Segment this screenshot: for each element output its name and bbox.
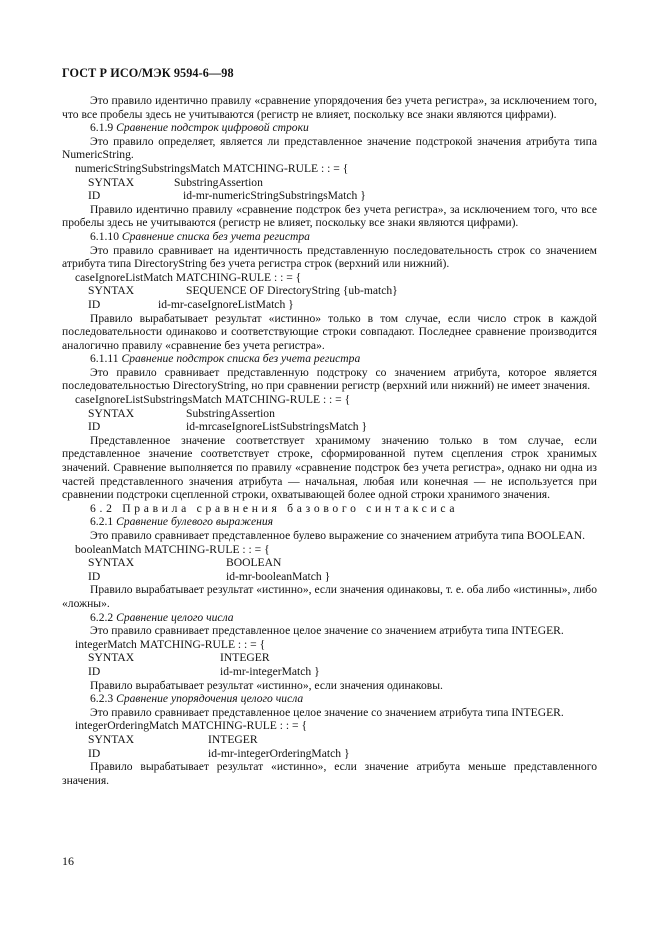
code-keyword: ID <box>88 664 101 678</box>
code-text: caseIgnoreListSubstringsMatch MATCHING-RULE : : = { <box>75 393 351 407</box>
code-keyword: SYNTAX <box>88 651 135 665</box>
page-header: ГОСТ Р ИСО/МЭК 9594-6—98 <box>62 66 234 80</box>
section-title: Сравнение булевого выражения <box>116 515 274 529</box>
paragraph: Правило вырабатывает результат «истинно», если значения одинаковы. <box>90 678 443 692</box>
code-text: booleanMatch MATCHING-RULE : : = { <box>75 542 270 556</box>
code-value: INTEGER <box>220 651 270 665</box>
paragraph: Это правило сравнивает представленное целое значение со значением атрибута типа INTEGER. <box>90 624 564 638</box>
paragraph: Правило вырабатывает результат «истинно», если значение атрибута меньше представленного значения. <box>62 760 597 787</box>
code-text: integerOrderingMatch MATCHING-RULE : : = { <box>75 719 308 733</box>
code-keyword: SYNTAX <box>88 556 135 570</box>
section-heading <box>62 352 597 366</box>
code-keyword: ID <box>88 569 101 583</box>
code-keyword: ID <box>88 297 101 311</box>
paragraph: Это правило сравнивает представленную подстроку со значением атрибута, которое является последовательностью DirectoryString, но при сравнении регистр (верхний или нижний) не имеет значения. <box>62 365 597 393</box>
code-text: integerMatch MATCHING-RULE : : = { <box>75 637 266 651</box>
code-value: SubstringAssertion <box>174 175 263 189</box>
paragraph: Это правило определяет, является ли представленное значение подстрокой значения атрибута типа NumericString. <box>62 134 597 162</box>
section-number: 6.2.1 <box>90 515 114 529</box>
code-line <box>62 719 597 733</box>
code-value: SEQUENCE OF DirectoryString {ub-match} <box>186 284 398 298</box>
page-number: 16 <box>62 854 74 868</box>
section-number: 6.2.2 <box>90 610 114 624</box>
section-heading <box>62 230 597 244</box>
code-value: id-mr-numericStringSubstringsMatch } <box>183 189 366 203</box>
code-keyword: ID <box>88 746 101 760</box>
section-number: 6.1.9 <box>90 121 114 135</box>
code-line <box>62 665 597 679</box>
code-line <box>62 420 597 434</box>
code-line <box>62 162 597 176</box>
code-line <box>62 638 597 652</box>
section-heading <box>62 515 597 529</box>
code-line <box>62 189 597 203</box>
code-value: BOOLEAN <box>226 556 282 570</box>
section-title: Сравнение целого числа <box>116 610 234 624</box>
paragraph: Это правило сравнивает представленное булево выражение со значением атрибута типа BOOLEAN. <box>90 529 586 542</box>
code-line <box>62 570 597 584</box>
code-value: id-mr-booleanMatch } <box>226 569 331 583</box>
paragraph: Правило идентично правилу «сравнение подстрок без учета регистра», за исключением того, что все пробелы здесь не учитываются (регистр не влияет, поскольку все знаки являются цифрами). <box>62 202 597 230</box>
code-value: id-mr-integerMatch } <box>220 664 320 678</box>
paragraph: Это правило сравнивает на идентичность представленную последовательность строк со значением атрибута типа DirectoryString без учета регистра строк (верхний или нижний). <box>62 243 597 271</box>
section-heading <box>62 121 597 135</box>
section-number: 6.2.3 <box>90 692 114 706</box>
code-line <box>62 298 597 312</box>
section-title: Сравнение упорядочения целого числа <box>116 692 304 706</box>
paragraph: Представленное значение соответствует хранимому значению только в том случае, если представленное значение соответствует строке, сформированной путем сцепления строк хранимых значений. Сравнение выполняется по правилу «сравнение подстрок без учета регистра», однако ни одна из частей представленного значения атрибута — начальная, любая или конечная — не используется при сравнении подстроки сцепленной строки, охватывающей более одной строки хранимого значения. <box>62 433 597 502</box>
section-number: 6.1.11 <box>90 352 119 366</box>
paragraph: Правило вырабатывает результат «истинно» только в том случае, если число строк в каждой последовательности одинаково и соответствующие строки совпадают. Последнее сравнение производится аналогично правилу «сравнение без учета регистра». <box>62 311 597 352</box>
section-number: 6.1.10 <box>90 229 119 243</box>
code-line <box>62 556 597 570</box>
code-line <box>62 733 597 747</box>
code-line <box>62 407 597 421</box>
code-keyword: SYNTAX <box>88 284 135 298</box>
section-heading <box>62 692 597 706</box>
code-value: id-mr-integerOrderingMatch } <box>208 746 350 760</box>
code-keyword: SYNTAX <box>88 732 135 746</box>
code-value: id-mr-caseIgnoreListMatch } <box>158 297 294 311</box>
code-text: caseIgnoreListMatch MATCHING-RULE : : = { <box>75 270 302 284</box>
code-keyword: SYNTAX <box>88 175 135 189</box>
code-value: id-mrcaseIgnoreListSubstringsMatch } <box>186 420 368 434</box>
code-keyword: ID <box>88 189 101 203</box>
paragraph: Это правило идентично правилу «сравнение упорядочения без учета регистра», за исключением того, что все пробелы здесь не учитываются (регистр не влияет, поскольку все знаки являются цифрами). <box>62 94 597 121</box>
code-line <box>62 271 597 285</box>
paragraph: Это правило сравнивает представленное целое значение со значением атрибута типа INTEGER. <box>90 705 564 719</box>
paragraph: Правило вырабатывает результат «истинно», если значения одинаковы, т. е. оба либо «истинны», либо «ложны». <box>62 583 597 610</box>
code-value: SubstringAssertion <box>186 406 275 420</box>
section-title: Сравнение подстрок списка без учета регистра <box>121 352 361 366</box>
section-heading <box>62 611 597 625</box>
code-line <box>62 176 597 190</box>
code-keyword: SYNTAX <box>88 406 135 420</box>
section-title: Сравнение списка без учета регистра <box>121 229 310 243</box>
page-content <box>62 94 597 787</box>
code-text: numericStringSubstringsMatch MATCHING-RULE : : = { <box>75 161 349 175</box>
code-line <box>62 393 597 407</box>
code-line <box>62 543 597 557</box>
code-line <box>62 284 597 298</box>
code-keyword: ID <box>88 420 101 434</box>
code-value: INTEGER <box>208 732 258 746</box>
code-line <box>62 651 597 665</box>
section-title: Сравнение подстрок цифровой строки <box>116 121 309 135</box>
section-heading-major: 6.2 Правила сравнения базового синтаксиса <box>90 501 459 515</box>
code-line <box>62 747 597 761</box>
